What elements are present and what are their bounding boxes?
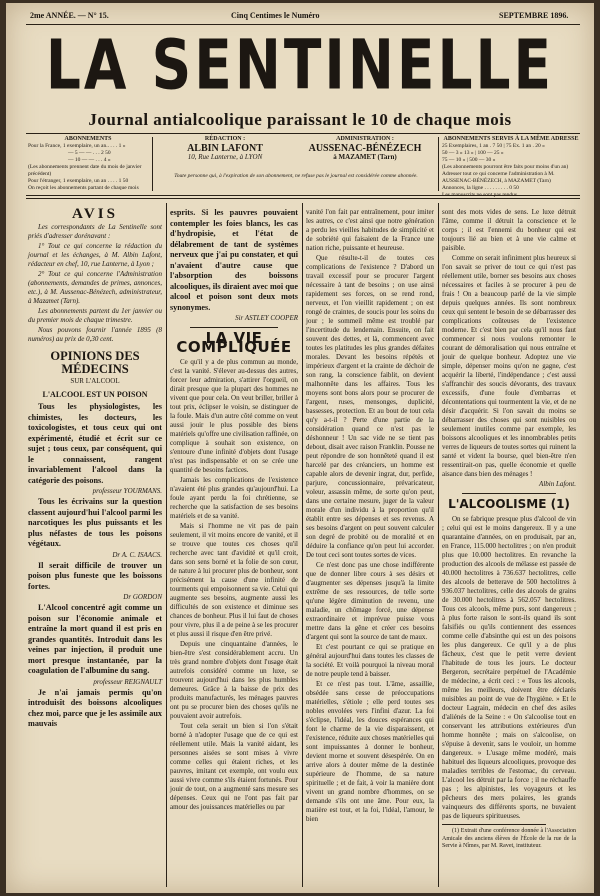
article-paragraph: Jamais les complications de l'existence n'avaient été plus grandes qu'aujourd'hui. La foule ayant perdu la foi chrétienne, se recherche que la satisfaction de ses besoins matériels et de sa vanité.: [170, 476, 298, 520]
opinions-title: OPINIONS DES MÉDECINS: [50, 349, 140, 376]
opinions-subtitle: SUR L'ALCOOL: [70, 377, 120, 385]
box-line: 75 — 10 » | 500 — 30 »: [442, 157, 496, 163]
box-heading: ADMINISTRATION :: [336, 136, 394, 142]
article-paragraph: sont des mots vides de sens. Le luxe détruit l'âme, comme il détruit la conscience et le corps ; il est l'ennemi du bonheur qui est toujours lié au bien et à une vie calme et paisible.: [442, 208, 576, 252]
quote: Tous les physiologistes, les chimistes, les docteurs, les toxicologistes, et tous ceux qui ont expérimenté, étudié et écrit sur ce sujet ; tous ceux, par conséquent, qui le connaissent, rangent invariablement l'alcool dans la catégorie des poisons.: [28, 402, 162, 485]
box-note: (Les abonnements pourront être faits pour moins d'un an): [442, 164, 569, 170]
subscription-note: Toute personne qui, à l'expiration de son abonnement, ne refuse pas le journal est considérée comme abonnée.: [174, 173, 418, 179]
divider: [26, 198, 580, 199]
quote-author: Dr GORDON: [123, 593, 162, 601]
article-paragraph: On se fabrique presque plus d'alcool de vin ; celui qui est le moins dangereux. Il y a une quarantaine d'années, on en produisait, par an, en France, 115.000 hectolitres ; on n'en produit plus que 10.000 hectolitres. En revanche la production des alcools de mélasse est passée de 40.000 hectolitres à 736.637 hectolitres, celle des alcools de betterave de 500 hectolitres à 936.037 hectolitres, celle des alcools de grains de 30.000 hectolitres à 562.057 hectolitres. Tous ces alcools, même purs, sont dangereux ; à plus forte raison le sont-ils quand ils sont falsifiés ou qu'ils contiennent des essences comme celle d'absinthe qui est un des poisons les plus dangereux. Ce qu'il y a de plus fâcheux, c'est que le petit verre devient l'habitude de tous les jours. Le docteur Bergeron, secrétaire perpétuel de l'Académie de médecine, a écrit ceci : « Tous les alcools, même les meilleurs, doivent être déclarés nuisibles au point de vue de l'hygiène. » Et le docteur Lagrain, médecin en chef des asiles d'aliénés de la Seine : « On s'alcoolise tout en conservant les attributions extérieures d'un homme honnête ; mais on s'alcoolise, on s'épuise à devenir, sans le vouloir, un homme dangereux. » L'usage même modéré, mais habituel des liqueurs alcooliques, provoque des maladies terribles de l'estomac, du cerveau. L'alcool les détruit par la force ; il ne réchauffe pas ; les alpinistes, les voyageurs et les pêcheurs des mers polaires, les grands vainqueurs des différents sports, ne buvaient pas de liqueurs spiritueuses.: [442, 515, 576, 820]
editor-address: 10, Rue Lanterne, à LYON: [187, 153, 263, 161]
avis-title: AVIS: [72, 206, 118, 222]
box-divider: [152, 137, 153, 191]
divider: [462, 493, 556, 494]
quote: Je n'ai jamais permis qu'on introduisît des boissons alcooliques chez moi, parce que je les assimile aux mauvais: [28, 687, 162, 728]
quote: Tous les écrivains sur la question classent aujourd'hui l'alcool parmi les narcotiques les plus puissants et les plus néfastes de tous les poisons végétaux.: [28, 497, 162, 548]
column-rule: [166, 203, 167, 887]
subtitle: Journal antialcoolique paraissant le 10 de chaque mois: [88, 110, 512, 129]
box-note: On reçoit les abonnements partant de chaque mois: [28, 185, 139, 191]
box-line: — 10 — — . . . 4 »: [68, 157, 111, 163]
box-line: Pour l'étranger, 1 exemplaire, un an . . . . 1 50: [28, 178, 129, 184]
quote-author: Dr A. C. ISAACS.: [112, 550, 162, 559]
editor-name: ALBIN LAFONT: [187, 143, 263, 154]
admin-address: à MAZAMET (Tarn): [333, 153, 397, 161]
issue-number: 2me ANNÉE. — N° 15.: [30, 11, 109, 20]
article-paragraph: Comme on serait infiniment plus heureux si l'on savait se priver de tout ce qui n'est pas réellement utile, borner ses besoins aux choses nécessaires et faciles à se procurer à peu de frais ! On a beaucoup parlé de la vie simple depuis quelques années. Ils sont nombreux ceux qui sentent le besoin de se débarrasser des complications coûteuses de l'existence moderne. Et c'est bien par cela qu'il nous faut commencer si nous voulons remonter le courant de démoralisation qui nous entraîne et jouir de quelque bonheur. Adoptez une vie simple, dépenser moins qu'on ne gagne, c'est acquérir la liberté, l'indépendance ; c'est aussi s'affranchir des soucis dévorants, des travaux excessifs, d'une foule d'embarras et décontentations qui tourmentent la vie, et de ne désir d'acquérir. Si l'on savait du moins se débarrasser des choses qui sont nuisibles ou seulement inutiles comme par exemple, les boissons alcooliques et les innombrables petits verres de liqueurs de toutes sortes qui ruinent la santé et vident la bourse, quel bien-être n'en ressentirait-on pas, quelle économie et quelle aisance dans bien des ménages !: [442, 254, 576, 478]
newspaper-page: [6, 3, 594, 893]
box-heading: ABONNEMENTS: [64, 136, 112, 142]
quote-continued: esprits. Si les pauvres pouvaient contempler les foies blancs, les cas d'hydropisie, et l'état de délabrement de tant de systèmes nerveux que j'ai pu constater, et qui n'avaient d'autre cause que l'absorption des boissons alcooliques, ils diraient avec moi que alcool et poison sont deux mots synonymes.: [170, 208, 298, 312]
article-paragraph: Mais si l'homme ne vit pas de pain seulement, il vit moins encore de vanité, et il se trouve que toutes ces choses qu'il recherche avec tant d'avidité et qu'il croit, dans son sens borné et la folie de son cœur, de nature à lui procurer plus de bonheur, sont précisément la cause d'une infinité de tourments qui empoisonnent sa vie. Celui qui augmente ses besoins, augmente aussi les difficultés de son existence et diminue ses chances de bonheur. Plus il lui faut de choses pour vivre, plus il a de peine à se les procurer et plus aussi il risque d'en être privé.: [170, 522, 298, 638]
divider: [26, 195, 580, 196]
box-note: Les manuscrits ne sont pas rendus.: [442, 192, 519, 198]
article-title: L'ALCOOLISME (1): [448, 497, 570, 511]
box-line: — 5 — — . . . 2 50: [68, 150, 111, 156]
box-line: Annonces, la ligne . . . . . . . . . 0 50: [442, 185, 519, 191]
article-paragraph: Tout cela serait un bien si l'on s'était borné à n'adopter l'usage que de ce qui est réellement utile. Mais la vanité aidant, les personnes aisées se sont mises à vivre comme celles qui étaient riches, et les pauvres, imitant cet exemple, ont voulu eux aussi vivre comme s'ils étaient fortunés. Pour jouir de tout, on a augmenté sans mesure ses dépenses. Ceux qui ne l'ont pas fait par amour des jouissances matérielles ou par: [170, 722, 298, 811]
column-1: [28, 208, 162, 888]
quote: L'Alcool concentré agit comme un poison sur l'économie animale et entraîne la mort quand il est pris en grandes quantités. Introduit dans les veines par injection, il produit une mort presque instantanée, par la coagulation de l'albumine du sang.: [28, 603, 162, 675]
box-heading: ABONNEMENTS SERVIS À LA MÊME ADRESSE: [443, 136, 579, 142]
article-paragraph: vanité l'on fait par entraînement, pour imiter les autres, ce c'est ainsi que notre génération a perdu les vieilles habitudes de simplicité et de sobriété qui faisaient de la France une nation riche, puissante et heureuse.: [306, 208, 434, 252]
groupes-box: [442, 136, 580, 198]
column-rule: [302, 203, 303, 887]
abonnements-box: [28, 136, 148, 192]
divider: [190, 327, 278, 328]
quote: Il serait difficile de trouver un poison plus funeste que les boissons fortes.: [28, 560, 162, 591]
article-paragraph: Que résulte-t-il de toutes ces complications de l'existence ? D'abord un travail excessif pour se procurer l'argent nécessaire à tant de besoins ; on use ainsi rapidement ses forces, on se rend rond, nerveux, et l'on vieillit rapidement ; on est rongé de craintes, de soucis pour les soins du jour ; le sommeil même est troublé par l'incertitude du lendemain. Ensuite, on fait souvent des dettes, et là, commencent avec toutes les platitudes les plus grandes défaites morales. Devant les besoins répétés et impérieux d'argent et la crainte de déchoir de son rang, la conscience faiblit, on devient malhonnête dans les affaires. Tous les moyens sont bons alors pour se procurer de l'argent, ruses, mensonges, duplicité, bassesses, protection. Et au bout de tout cela qu'y a-t-il ? Perte d'une partie de la considération quand ce n'est pas le déshonneur ! Un sac vide ne se tient pas debout, disait avec raison Franklin. Pousse ne peut répondre de son honnêteté quand il est harcelé par des créanciers, un homme est capable alors de devenir ingrat, dur, perfide, parjure, concussionnaire, prévaricateur, voleur, assassin même, de sorte qu'on peut, dans une certaine mesure, juger de la valeur morale d'un individu à la proportion qu'il établit entre ses dépenses et ses revenus. A ses besoins d'argent on peut souvent calculer son degré de probité ou de moralité et en déduire la confiance qu'on peut lui accorder. De tout ceci sont toutes sortes de vices.: [306, 254, 434, 559]
issue-date: SEPTEMBRE 1896.: [499, 11, 569, 20]
article-title: LA VIE COMPLIQUÉE: [176, 329, 292, 356]
masthead: LA SENTINELLE: [45, 24, 555, 105]
column-rule: [438, 203, 439, 887]
footnote: (1) Extrait d'une conférence donnée à l'Association Amicale des anciens élèves de l'École de la rue de la Servie à Nîmes, par M. Ravet, instituteur.: [442, 828, 576, 849]
article-paragraph: Et ce n'est pas tout. L'âme, assaillie, obsédée sans cesse de préoccupations matérielles, s'étiole ; elle perd toutes ses nobles envolées vers l'infini d'azur. La foi s'éclipse, l'idéal, les douces espérances qui font le charme de la vie disparaissent, et l'existence, réduite aux choses matérielles qui sont impuissantes à donner le bonheur, devient morne et souvent désespérée. On en arrive alors à douter même de la destinée supérieure de l'homme, de sa nature spirituelle ; et de fait, à voir la manière dont vivent un grand nombre d'hommes, on se demande s'ils ont une âme. Pour eux, la matière est tout, et la foi, l'idéal, l'amour, le bien: [306, 680, 434, 823]
box-note: Adresser tout ce qui concerne l'administration à M. AUSSENAC-BÉNÉZECH, à MAZAMET (Tarn): [442, 171, 555, 184]
box-line: 50 — 3 » 13 » | 100 — 25 »: [442, 150, 504, 156]
avis-paragraph: Les abonnements partent du 1er janvier ou du premier mois de chaque trimestre.: [28, 307, 162, 324]
avis-paragraph: Nous pouvons fournir l'année 1895 (8 numéros) au prix de 0,30 cent.: [28, 326, 162, 343]
box-line: 25 Exemplaires, 1 an . 7 50 | 75 Ex. 1 an . 20 »: [442, 143, 545, 149]
quote-author: professeur REIGNAULT: [93, 677, 162, 686]
article-paragraph: Et c'est pourtant ce qui se pratique en général aujourd'hui dans toutes les classes de la société. Et voilà pourquoi la niveau moral de notre peuple tend à baisser.: [306, 643, 434, 678]
avis-paragraph: 1° Tout ce qui concerne la rédaction du journal et les échanges, à M. Albin Lafont, rédacteur en chef, 10, rue Lanterne, à Lyon ;: [28, 242, 162, 268]
article-paragraph: Depuis une cinquantaine d'années, le bien-être s'est considérablement accru. Un très grand nombre d'objets dont l'usage était autrefois considéré comme un luxe, se trouvent aujourd'hui dans les plus humbles demeures. Grâce à la baisse de prix des produits manufacturés, les ménages pauvres ont pu se procurer bien des choses qu'ils ne pouvaient avoir autrefois.: [170, 640, 298, 720]
article-paragraph: Ce qu'il y a de plus commun au monde, c'est la vanité. S'élever au-dessus des autres, forcer leur admiration, s'attirer l'orgueil, on dirait presque que la plupart des hommes ne vivent que pour cela. On veut briller, briller à tout prix, éclipser le voisin, se distinguer de la foule. Mais d'un autre côté comme on veut aussi jouir le plus possible des biens matériels qu'offre une civilisation raffinée, on complique à souhait son existence, on s'entoure d'une infinité d'objets dont l'usage n'est pas indispensable et on se crée une quantité de besoins factices.: [170, 358, 298, 474]
box-note: (Les abonnements prennent date du mois de janvier précédent): [28, 164, 142, 177]
price: Cinq Centimes le Numéro: [231, 11, 320, 20]
quote-author: Sir ASTLEY COOPER: [235, 314, 298, 322]
box-heading: RÉDACTION :: [204, 136, 246, 142]
opinions-heading: L'ALCOOL EST UN POISON: [42, 390, 148, 399]
column-3: [306, 208, 434, 888]
top-line: [6, 11, 594, 23]
admin-name: AUSSENAC-BÉNÉZECH: [308, 143, 422, 154]
article-paragraph: Ce n'est donc pas une chose indifférente que de donner libre cours à ses désirs et d'augmenter ses dépenses jusqu'à la limite extrême de ses ressources, de telle sorte qu'une légère diminution de revenu, une maladie, un chômage forcé, une dépense extraordinaire et imprévue puisse vous mettre dans la gêne et créer ces besoins d'argent qui sont la source de tant de maux.: [306, 561, 434, 641]
box-divider: [438, 137, 439, 191]
divider: [442, 824, 546, 825]
article-signature: Albin Lafont.: [539, 480, 576, 488]
box-line: Pour la France, 1 exemplaire, un an.. . . . 1 »: [28, 143, 126, 149]
column-2: [170, 208, 298, 888]
column-4: [442, 208, 576, 888]
avis-paragraph: 2° Tout ce qui concerne l'Administration (abonnements, demandes de primes, annonces, etc.), à M. Aussenac-Bénézech, administrateur, à Mazamet (Tarn).: [28, 270, 162, 305]
divider: [26, 133, 580, 134]
avis-paragraph: Les correspondants de La Sentinelle sont priés d'adresser dorénavant :: [28, 223, 162, 240]
quote-author: professeur YOURMANS.: [92, 487, 162, 495]
